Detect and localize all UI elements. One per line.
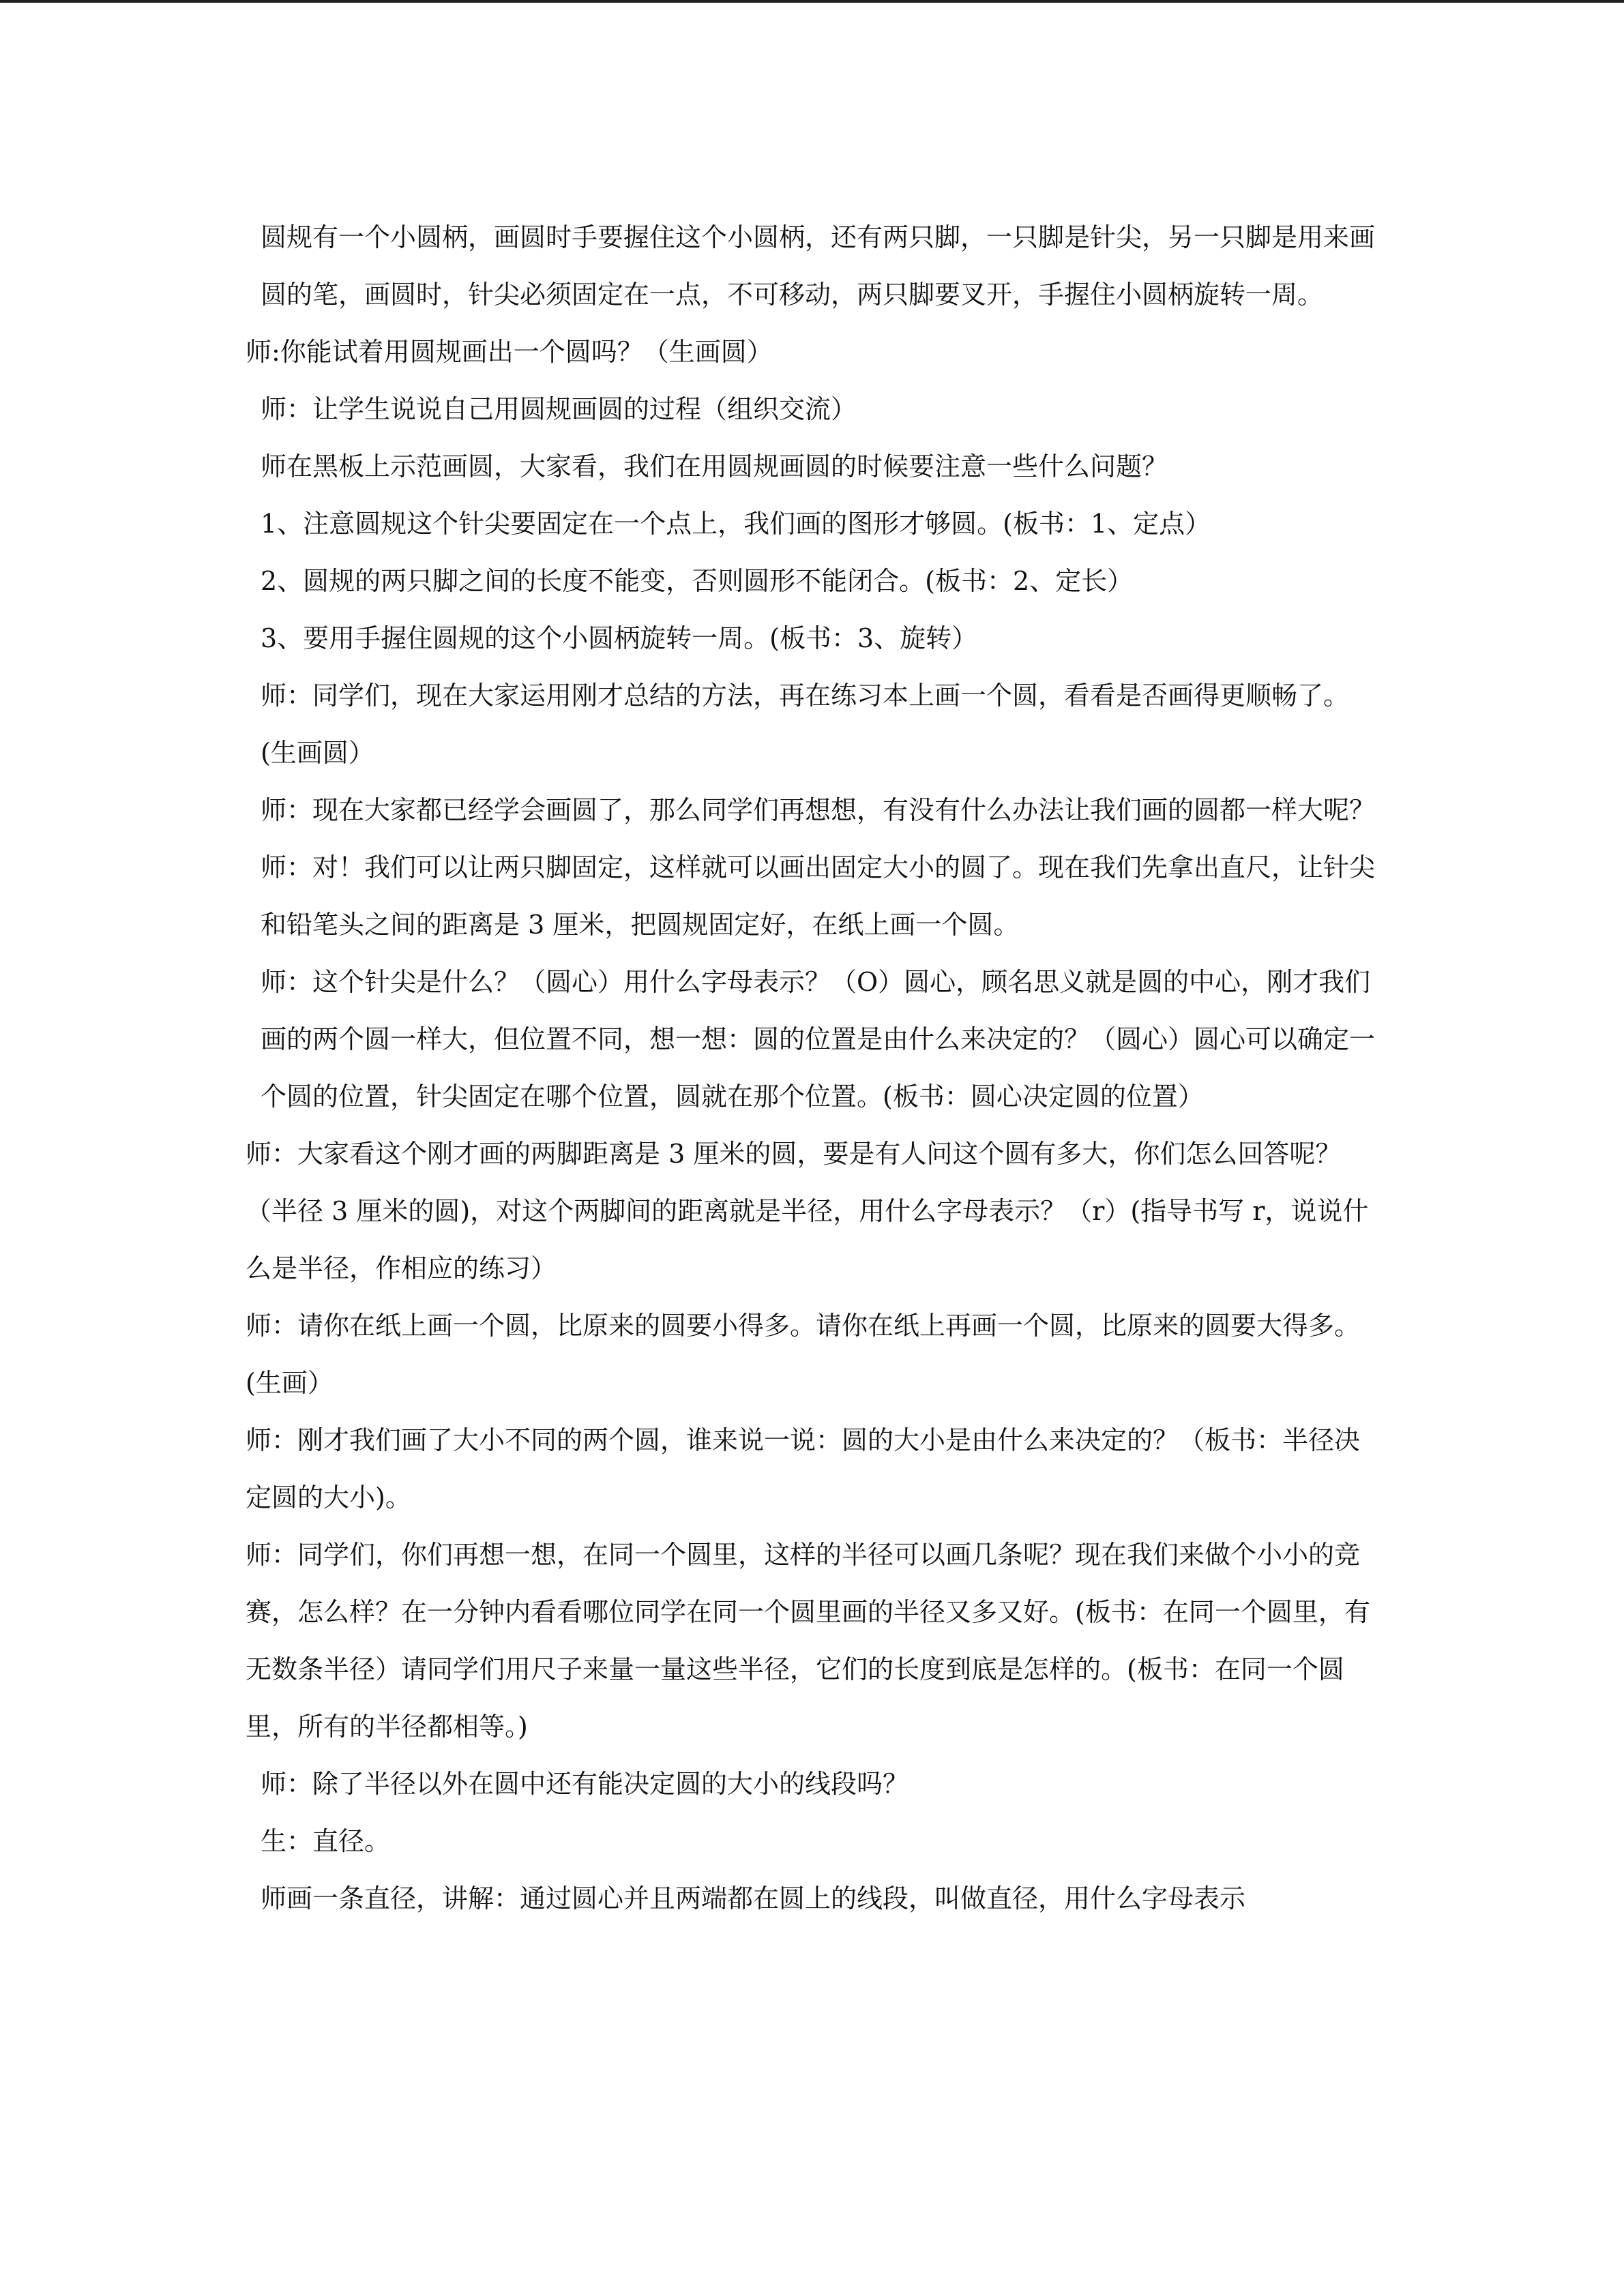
paragraph: 师：这个针尖是什么？（圆心）用什么字母表示？（O）圆心，顾名思义就是圆的中心，刚才我们画的两个圆一样大，但位置不同，想一想：圆的位置是由什么来决定的？（圆心）圆心可以确定一个圆的位置，针尖固定在哪个位置，圆就在那个位置。(板书：圆心决定圆的位置） bbox=[261, 967, 1376, 1112]
paragraph: 师：大家看这个刚才画的两脚距离是 3 厘米的圆，要是有人问这个圆有多大，你们怎么回答呢？（半径 3 厘米的圆)，对这个两脚间的距离就是半径，用什么字母表示？（r）(指导书写 r，说说什么是半径，作相应的练习） bbox=[246, 1139, 1369, 1283]
paragraph: 圆规有一个小圆柄，画圆时手要握住这个小圆柄，还有两只脚，一只脚是针尖，另一只脚是用来画圆的笔，画圆时，针尖必须固定在一点，不可移动，两只脚要叉开，手握住小圆柄旋转一周。 bbox=[261, 222, 1376, 310]
paragraph: 3、要用手握住圆规的这个小圆柄旋转一周。(板书：3、旋转） bbox=[261, 623, 978, 653]
paragraph: 师：请你在纸上画一个圆，比原来的圆要小得多。请你在纸上再画一个圆，比原来的圆要大得多。(生画） bbox=[246, 1311, 1361, 1398]
paragraph: 师在黑板上示范画圆，大家看，我们在用圆规画圆的时候要注意一些什么问题？ bbox=[261, 451, 1168, 481]
paragraph: 师：让学生说说自己用圆规画圆的过程（组织交流） bbox=[261, 394, 857, 424]
paragraph: 师：同学们，你们再想一想，在同一个圆里，这样的半径可以画几条呢？现在我们来做个小小的竞赛，怎么样？在一分钟内看看哪位同学在同一个圆里画的半径又多又好。(板书：在同一个圆里，有无数条半径）请同学们用尺子来量一量这些半径，它们的长度到底是怎样的。(板书：在同一个圆里，所有的半径都相等。) bbox=[246, 1540, 1370, 1742]
paragraph: 生：直径。 bbox=[261, 1826, 391, 1856]
paragraph: 师：同学们，现在大家运用刚才总结的方法，再在练习本上画一个圆，看看是否画得更顺畅了。(生画圆） bbox=[261, 681, 1350, 768]
paragraph: 师：现在大家都已经学会画圆了，那么同学们再想想，有没有什么办法让我们画的圆都一样大呢？ bbox=[261, 795, 1376, 825]
paragraph: 师：刚才我们画了大小不同的两个圆，谁来说一说：圆的大小是由什么来决定的？（板书：半径决定圆的大小)。 bbox=[246, 1425, 1361, 1512]
paragraph: 1、注意圆规这个针尖要固定在一个点上，我们画的图形才够圆。(板书：1、定点） bbox=[261, 509, 1211, 539]
paragraph: 2、圆规的两只脚之间的长度不能变，否则圆形不能闭合。(板书：2、定长） bbox=[261, 566, 1134, 596]
page-top-border bbox=[0, 0, 1624, 3]
paragraph: 师：除了半径以外在圆中还有能决定圆的大小的线段吗？ bbox=[261, 1769, 909, 1799]
paragraph: 师：对！我们可以让两只脚固定，这样就可以画出固定大小的圆了。现在我们先拿出直尺，让针尖和铅笔头之间的距离是 3 厘米，把圆规固定好，在纸上画一个圆。 bbox=[261, 852, 1376, 940]
paragraph: 师:你能试着用圆规画出一个圆吗？（生画圆） bbox=[246, 337, 773, 367]
document-body bbox=[246, 209, 1378, 1927]
paragraph: 师画一条直径，讲解：通过圆心并且两端都在圆上的线段，叫做直径，用什么字母表示 bbox=[261, 1883, 1246, 1913]
